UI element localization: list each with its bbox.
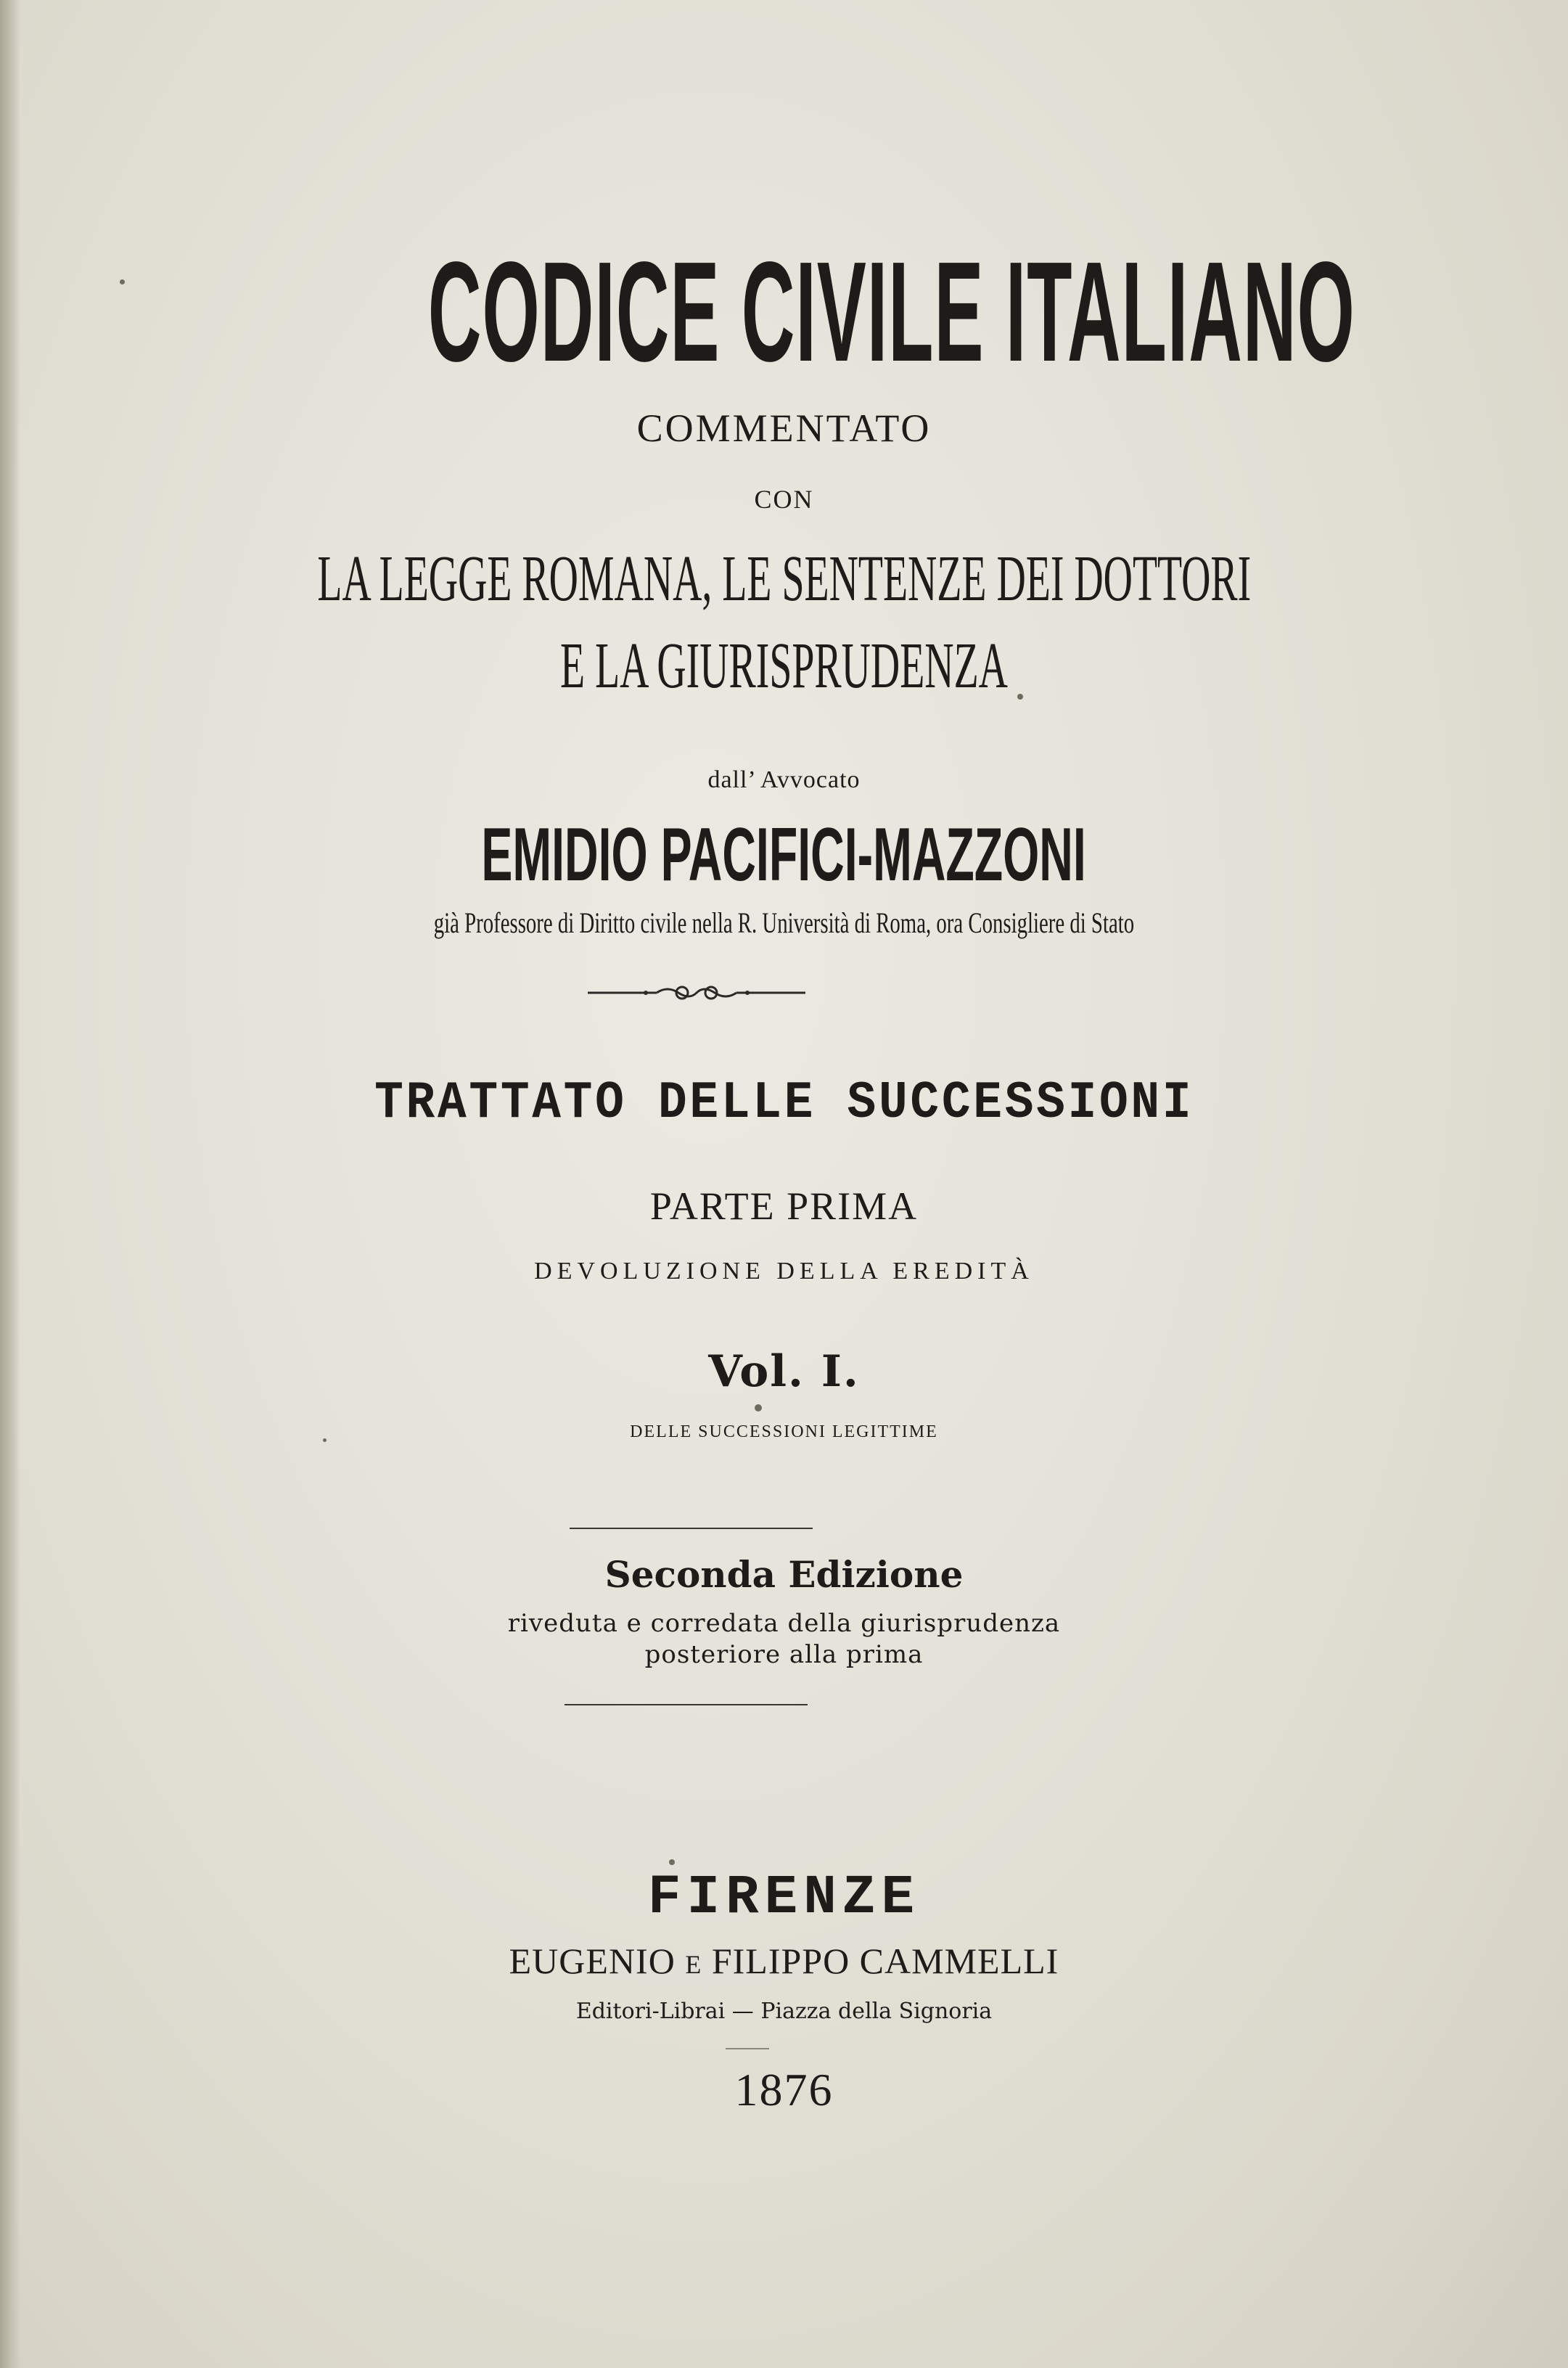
imprint-address: Editori-Librai — Piazza della Signoria — [575, 1999, 993, 2024]
publisher-first-name: EUGENIO — [509, 1941, 676, 1981]
divider-top — [570, 1528, 813, 1529]
divider-bottom — [565, 1704, 808, 1705]
author-name: EMIDIO PACIFICI-MAZZONI — [481, 813, 1087, 897]
subtitle-line-2: E LA GIURISPRUDENZA — [560, 630, 1008, 702]
part-subtitle: DEVOLUZIONE DELLA EREDITÀ — [534, 1258, 1034, 1285]
book-title: CODICE CIVILE ITALIANO — [427, 232, 1355, 391]
paper-speck — [755, 1404, 762, 1412]
part-title: PARTE PRIMA — [649, 1184, 919, 1228]
author-prefix: dall’ Avvocato — [707, 766, 861, 793]
paper-speck — [323, 1438, 327, 1442]
subtitle-line-1: LA LEGGE ROMANA, LE SENTENZE DEI DOTTORI — [317, 543, 1251, 615]
treatise-title: TRATTATO DELLE SUCCESSIONI — [374, 1073, 1194, 1133]
edition-note-line-2: posteriore alla prima — [644, 1640, 924, 1669]
publisher-conjunction: E — [685, 1950, 702, 1979]
edition-title: Seconda Edizione — [604, 1553, 964, 1596]
imprint-year: 1876 — [734, 2064, 834, 2115]
paper-speck — [669, 1859, 675, 1865]
subtitle-commentato: COMMENTATO — [636, 406, 932, 450]
volume-subtitle: DELLE SUCCESSIONI LEGITTIME — [630, 1422, 938, 1441]
author-credentials: già Professore di Diritto civile nella R. Università di Roma, ora Consigliere di Stato — [433, 906, 1135, 939]
publisher-second-name: FILIPPO CAMMELLI — [711, 1941, 1059, 1981]
ornament-flourish-icon — [588, 978, 805, 1007]
paper-speck — [1017, 694, 1023, 700]
imprint-city: FIRENZE — [647, 1867, 921, 1929]
paper-speck — [120, 279, 125, 284]
imprint-dash — [726, 2048, 769, 2049]
imprint-publisher — [0, 1939, 1568, 1986]
edition-note-line-1: riveduta e corredata della giurisprudenza — [507, 1609, 1061, 1638]
volume-number: Vol. I. — [708, 1346, 860, 1397]
subtitle-con: CON — [754, 485, 814, 514]
